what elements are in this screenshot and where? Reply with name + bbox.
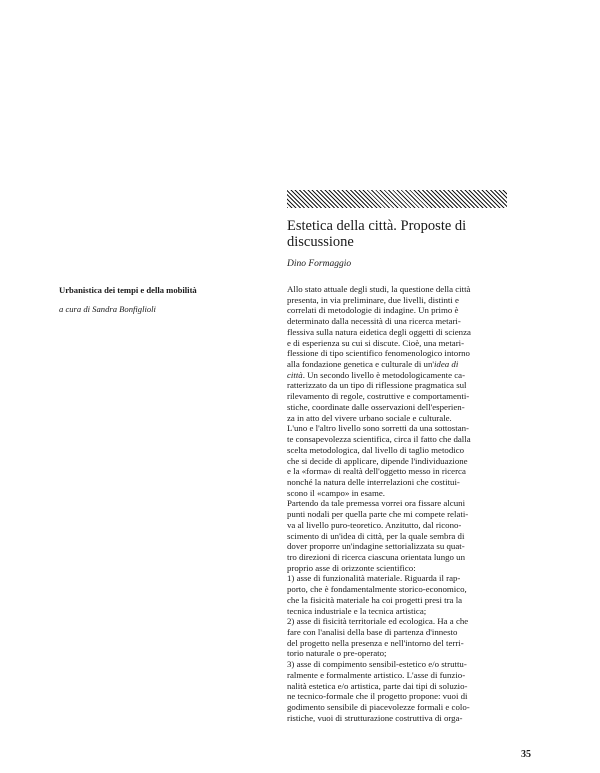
body-line: città. Un secondo livello è metodologicamente ca-	[287, 369, 466, 380]
article-author: Dino Formaggio	[287, 259, 352, 269]
body-line: che la fisicità materiale ha coi progetti presi tra la	[287, 594, 463, 605]
body-line: 3) asse di compimento sensibil-estetico e/o struttu-	[287, 659, 467, 670]
body-line: va al livello puro-teoretico. Anzitutto, dal ricono-	[287, 519, 462, 530]
section-title: Urbanistica dei tempi e della mobilità	[59, 285, 197, 295]
body-line: godimento sensibile di piacevolezze formali e colo-	[287, 702, 470, 713]
body-line: dover proporre un'indagine settorializzata su quat-	[287, 541, 465, 552]
body-line: flessione di tipo scientifico fenomenologico intorno	[287, 348, 470, 359]
page-number: 35	[521, 749, 531, 760]
body-line: scono il «campo» in esame.	[287, 487, 385, 498]
body-line: L'uno e l'altro livello sono sorretti da una sottostan-	[287, 423, 469, 434]
body-line: 2) asse di fisicità territoriale ed ecologica. Ha a che	[287, 616, 469, 627]
body-line: rilevamento di regole, costruttive e comportamenti-	[287, 391, 470, 402]
body-line: tro direzioni di ricerca ciascuna orientata lungo un	[287, 551, 466, 562]
body-line: presenta, in via preliminare, due livelli, distinti e	[287, 294, 459, 305]
body-line: e la «forma» di realtà dell'oggetto messo in ricerca	[287, 466, 466, 477]
body-line: che si decide di applicare, dipende l'individuazione	[287, 455, 468, 466]
body-line: torio naturale o pre-operato;	[287, 648, 387, 659]
body-line: flessiva sulla natura eidetica degli oggetti di scienza	[287, 326, 471, 337]
body-line: 1) asse di funzionalità materiale. Riguarda il rap-	[287, 573, 461, 584]
body-line: tecnica industriale e la tecnica artistica;	[287, 605, 427, 616]
body-line: e di esperienza su cui si discute. Cioè, una metari-	[287, 337, 465, 348]
body-line: del progetto nella presenza e nell'intorno del terri-	[287, 637, 464, 648]
body-line: za in atto del vivere urbano sociale e culturale.	[287, 412, 452, 423]
body-line: ralmente e formalmente artistico. L'asse di funzio-	[287, 669, 466, 680]
body-line: fare con l'analisi della base di partenza d'innesto	[287, 627, 458, 637]
article-title: Estetica della città. Proposte di discussione	[287, 218, 467, 250]
body-line: nalità estetica e/o artistica, parte dai tipi di soluzio-	[287, 680, 468, 691]
body-line: stiche, coordinate dalle osservazioni dell'esperien-	[287, 401, 465, 412]
section-editor: a cura di Sandra Bonfiglioli	[59, 304, 156, 314]
body-line: ristiche, vuoi di strutturazione costruttiva di orga-	[287, 712, 463, 723]
hatched-header-band	[287, 190, 507, 208]
body-line: determinato dalla necessità di una ricerca metari-	[287, 316, 461, 327]
body-line: te consapevolezza scientifica, circa il fatto che dalla	[287, 434, 471, 445]
body-line: Partendo da tale premessa vorrei ora fissare alcuni	[287, 498, 466, 509]
body-line: nonché la natura delle interrelazioni che costitui-	[287, 476, 460, 487]
body-line: scimento di un'idea di città, per la quale sembra di	[287, 530, 465, 541]
body-line: scelta metodologica, dal livello di taglio metodico	[287, 444, 465, 455]
body-line: ratterizzato da un tipo di riflessione pragmatica sul	[287, 380, 467, 391]
body-line: ne tecnico-formale che il progetto propone: vuoi di	[287, 691, 468, 702]
body-line: proprio asse di orizzonte scientifico:	[287, 562, 416, 573]
body-line: correlati di metodologie di indagine. Un primo è	[287, 305, 459, 316]
article-body	[287, 284, 512, 723]
body-line: punti nodali per quella parte che mi compete relati-	[287, 509, 469, 520]
body-line: Allo stato attuale degli studi, la questione della città	[287, 284, 471, 294]
body-line: alla fondazione genetica e culturale di un'idea di	[287, 359, 459, 370]
body-line: porto, che è fondamentalmente storico-economico,	[287, 584, 467, 595]
